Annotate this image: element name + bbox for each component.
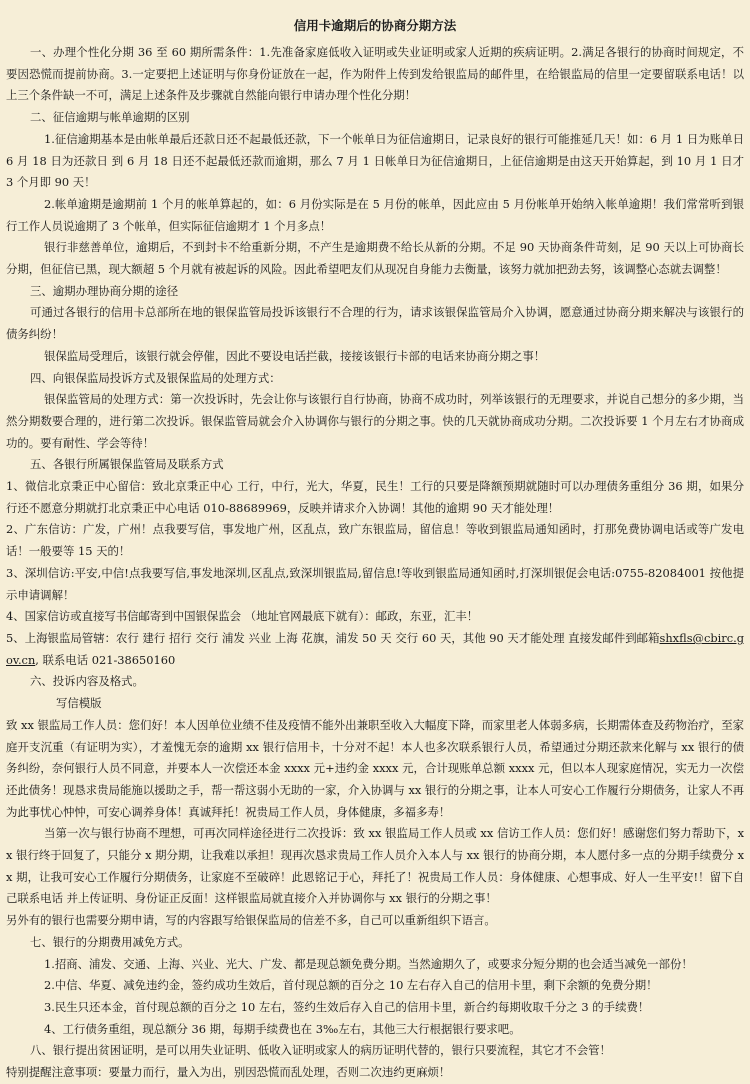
document-body — [6, 42, 744, 1084]
section-3-paragraph-2: 银保监局受理后，该银行就会停催，因此不要设电话拦截，接接该银行卡部的电话来协商分期之事！ — [44, 348, 546, 363]
section-2-paragraph-1: 1.征信逾期基本是由帐单最后还款日还不起最低还款，下一个帐单日为征信逾期日，记录良好的银行可能推延几天！如：6 月 1 日为账单日 6 月 18 日为还款日 到 6 月 18 日还不起最低还款而逾期，那么 7 月 1 日帐单日为征信逾期日，上征信逾期是由这天开始算起，到 10 月 1 日才 3 个月即 90 天！ — [6, 131, 744, 190]
section-3-paragraph-1: 可通过各银行的信用卡总部所在地的银保监管局投诉该银行不合理的行为，请求该银保监管局介入协调，愿意通过协商分期来解决与该银行的债务纠纷！ — [6, 305, 744, 342]
section-5-heading: 五、各银行所属银保监管局及联系方式 — [30, 457, 224, 472]
section-5-item-1: 1、微信北京秉正中心留信：致北京秉正中心 工行，中行，光大，华夏，民生！工行的只要是降额预期就随时可以办理债务重组分 36 期，如果分行还不愿意分期就打北京秉正中心电话 010-88689969，反映并请求介入协调！其他的逾期 90 天才能处理！ — [6, 479, 744, 515]
section-4-paragraph: 银保监管局的处理方式：第一次投诉时，先会让你与该银行自行协商，协商不成功时，列举该银行的无理要求，并说自己想分的多少期，当然分期数要合理的，进行第二次投诉。银保监管局就会介入协调你与银行的分期之事。快的几天就协商成功分期。二次投诉要 1 个月左右才协商成功的。要有耐性、学会等待！ — [6, 392, 744, 450]
section-5-item-5-text: 5、上海银监局管辖：农行 建行 招行 交行 浦发 兴业 上海 花旗，浦发 50 天 交行 60 天，其他 90 天才能处理 直接发邮件到邮箱 — [6, 630, 660, 645]
section-7-item-4: 4、工行债务重组，现总额分 36 期，每期手续费也在 3‰左右，其他三大行根据银行要求吧。 — [44, 1021, 521, 1036]
section-2-paragraph-3: 银行非慈善单位，逾期后，不到封卡不给重新分期，不产生是逾期费不给长从新的分期。不足 90 天协商条件苛刻，足 90 天以上可协商长分期，但征信已黑，现大额超 5 个月就有被起诉的风险。因此希望吧友们从现况自身能力去衡量，该努力就加把劲去努，该调整心态就去调整！ — [6, 240, 744, 277]
section-5-item-5-phone: , 联系电话 021-38650160 — [35, 652, 176, 667]
section-4-heading: 四、向银保监局投诉方式及银保监局的处理方式： — [30, 370, 281, 385]
section-2-paragraph-2: 2.帐单逾期是逾期前 1 个月的帐单算起的，如：6 月份实际是在 5 月份的帐单，因此应由 5 月份帐单开始纳入帐单逾期！我们常常听到银行工作人员说逾期了 3 个帐单，但实际征信逾期才 1 个月多点！ — [6, 196, 744, 233]
section-7-item-3: 3.民生只还本金，首付现总额的百分之 10 左右，签约生效后存入自己的信用卡里，新合约每期收取千分之 3 的手续费！ — [44, 999, 650, 1014]
section-2-heading: 二、征信逾期与帐单逾期的区别 — [30, 110, 190, 125]
email-link[interactable]: shxfls@cbirc.gov.cn — [6, 630, 744, 667]
section-3-heading: 三、逾期办理协商分期的途径 — [30, 283, 179, 298]
section-6-subheading: 写信模版 — [56, 696, 102, 711]
section-7-heading: 七、银行的分期费用减免方式。 — [30, 934, 190, 949]
section-6-heading: 六、投诉内容及格式。 — [30, 674, 144, 689]
section-6-letter-2: 当第一次与银行协商不理想，可再次同样途径进行二次投诉：致 xx 银监局工作人员或 xx 信访工作人员：您们好！感谢您们努力帮助下，xx 银行终于回复了，只能分 x 期分期，让我难以承担！现再次恳求贵局工作人员介入本人与 xx 银行的协商分期，本人愿付多一点的分期手续费分 xx 期，让我可安心工作履行分期债务，让家庭不至破碎！此恩铭记于心，拜托了！祝贵局工作人员：身体健康、心想事成、好人一生平安!！留下自己联系电话 并上传证明、身份证正反面！这样银监局就直接介入并协调你与 xx 银行的分期之事！ — [6, 826, 744, 906]
section-5-item-3: 3、深圳信访:平安,中信!点我要写信,事发地深圳,区乱点,致深圳银监局,留信息!等收到银监局通知函时,打深圳银促会电话:0755-82084001 按他提示申请调解！ — [6, 565, 744, 602]
section-6-letter-1: 致 xx 银监局工作人员：您们好！本人因单位业绩不佳及疫情不能外出兼职至收入大幅度下降，而家里老人体弱多病，长期需体查及药物治疗，至家庭开支沉重（有证明为实），才羞愧无奈的逾期 xx 银行信用卡，十分对不起！本人也多次联系银行人员，希望通过分期还款来化解与 xx 银行的债务纠纷，奈何银行人员不同意，并要本人一次偿还本金 xxxx 元+违约金 xxxx 元，合计现账单总额 xxxx 元，但以本人现家庭情况，实无力一次偿还此债务！现恳求贵局能施以援助之手，帮一帮这弱小无助的一家，介入协调与 xx 银行的分期之事，让本人可安心工作履行分期债务，让家人不再为此事忧心忡忡，可安心调养身体！真诚拜托！祝贵局工作人员，身体健康，多福多寿！ — [6, 717, 744, 819]
section-1-paragraph: 一、办理个性化分期 36 至 60 期所需条件：1.先准备家庭低收入证明或失业证明或家人近期的疾病证明。2.满足各银行的协商时间规定，不要因恐慌而提前协商。3.一定要把上述证明与你身份证放在一起，作为附件上传到发给银监局的邮件里，在给银监局的信里一定要留联系电话！以上三个条件缺一不可，满足上述条件及步骤就自然能向银行申请办理个性化分期！ — [6, 45, 744, 103]
section-6-note: 另外有的银行也需要分期申请，写的内容跟写给银保监局的信差不多，自己可以重新组织下语言。 — [6, 913, 496, 928]
warning-note: 特别提醒注意事项：要量力而行，量入为出，别因恐慌而乱处理，否则二次违约更麻烦！ — [6, 1065, 451, 1080]
section-7-item-1: 1.招商、浦发、交通、上海、兴业、光大、广发、都是现总额免费分期。当然逾期久了，或要求分短分期的也会适当减免一部份！ — [44, 956, 693, 971]
section-5-item-4: 4、国家信访或直接写书信邮寄到中国银保监会 （地址官网最底下就有）：邮政，东亚，汇丰！ — [6, 609, 479, 624]
section-5-item-2: 2、广东信访：广发，广州！点我要写信，事发地广州，区乱点，致广东银监局，留信息！等收到银监局通知函时，打那免费协调电话或等广发电话！一般要等 15 天的！ — [6, 522, 744, 559]
section-5-item-5 — [6, 628, 744, 671]
page-title: 信用卡逾期后的协商分期方法 — [293, 18, 457, 33]
section-8-heading: 八、银行提出贫困证明，是可以用失业证明、低收入证明或家人的病历证明代替的，银行只要流程，其它才不会管！ — [30, 1043, 611, 1058]
section-7-item-2: 2.中信、华夏、减免违约金，签约成功生效后，首付现总额的百分之 10 左右存入自己的信用卡里，剩下余额的免费分期！ — [44, 978, 658, 993]
